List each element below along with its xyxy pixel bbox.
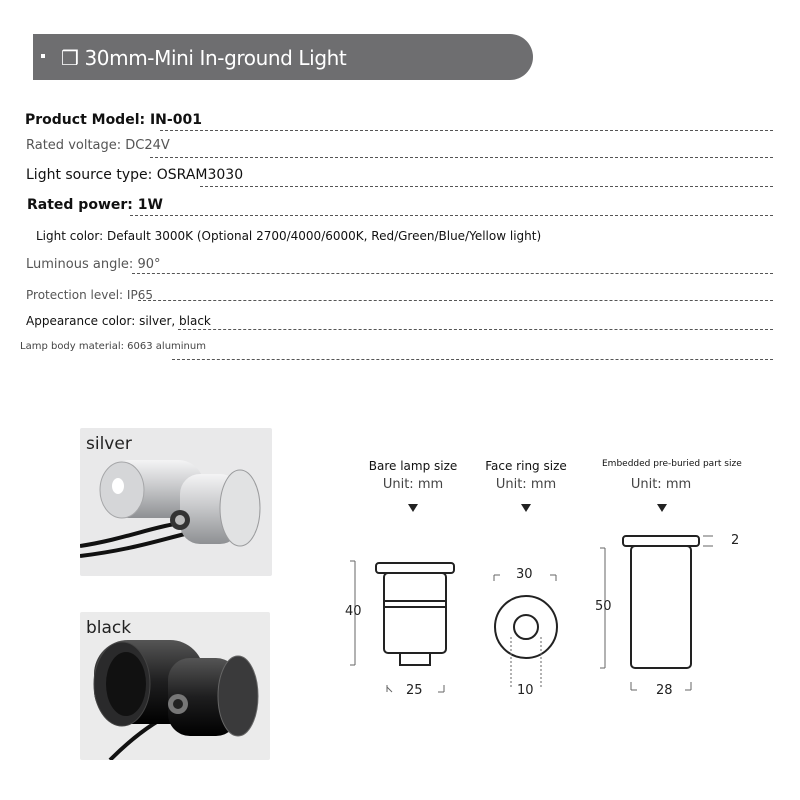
- spec-label: Light source type: OSRAM3030: [26, 167, 244, 183]
- embedded-part-drawing: [595, 530, 735, 700]
- embedded-part-title: Embedded pre-buried part size: [602, 459, 742, 469]
- spec-label: Light color: Default 3000K (Optional 2700/4000/6000K, Red/Green/Blue/Yellow light): [36, 229, 542, 243]
- bare-lamp-drawing: [340, 555, 470, 700]
- spec-label: Rated power: 1W: [27, 197, 163, 213]
- spec-label: Lamp body material: 6063 aluminum: [20, 341, 206, 352]
- spec-label: Product Model: IN-001: [25, 112, 202, 128]
- bullet-dot: [41, 54, 45, 58]
- face-ring-drawing: [488, 565, 568, 700]
- embedded-height-value: 50: [595, 599, 612, 614]
- spec-divider: [172, 359, 773, 360]
- page-title: ❒ 30mm-Mini In-ground Light: [61, 46, 347, 70]
- down-arrow-icon: [657, 504, 667, 512]
- spec-divider: [130, 215, 773, 216]
- bare-width-value: 25: [406, 683, 423, 698]
- embedded-width-value: 28: [656, 683, 673, 698]
- spec-divider: [178, 329, 773, 330]
- title-banner: [33, 34, 533, 80]
- spec-label: Protection level: IP65: [26, 288, 153, 302]
- silver-variant-photo: [80, 428, 272, 576]
- silver-label: silver: [86, 434, 132, 454]
- bare-lamp-unit: Unit: mm: [382, 477, 444, 492]
- spec-divider: [150, 157, 773, 158]
- spec-label: Rated voltage: DC24V: [26, 138, 170, 153]
- bare-lamp-title: Bare lamp size: [368, 459, 458, 473]
- down-arrow-icon: [408, 504, 418, 512]
- spec-label: Appearance color: silver, black: [26, 314, 211, 328]
- face-ring-title: Face ring size: [485, 459, 567, 473]
- embedded-part-unit: Unit: mm: [630, 477, 692, 492]
- spec-divider: [200, 186, 773, 187]
- black-label: black: [86, 618, 132, 638]
- face-ring-unit: Unit: mm: [495, 477, 557, 492]
- embedded-lip-value: 2: [731, 533, 740, 548]
- down-arrow-icon: [521, 504, 531, 512]
- spec-label: Luminous angle: 90°: [26, 257, 161, 272]
- spec-divider: [132, 273, 773, 274]
- ring-outer-value: 30: [516, 567, 533, 582]
- bare-height-value: 40: [345, 604, 362, 619]
- spec-divider: [160, 130, 773, 131]
- black-variant-photo: [80, 612, 270, 760]
- ring-inner-value: 10: [517, 683, 534, 698]
- spec-divider: [138, 300, 773, 301]
